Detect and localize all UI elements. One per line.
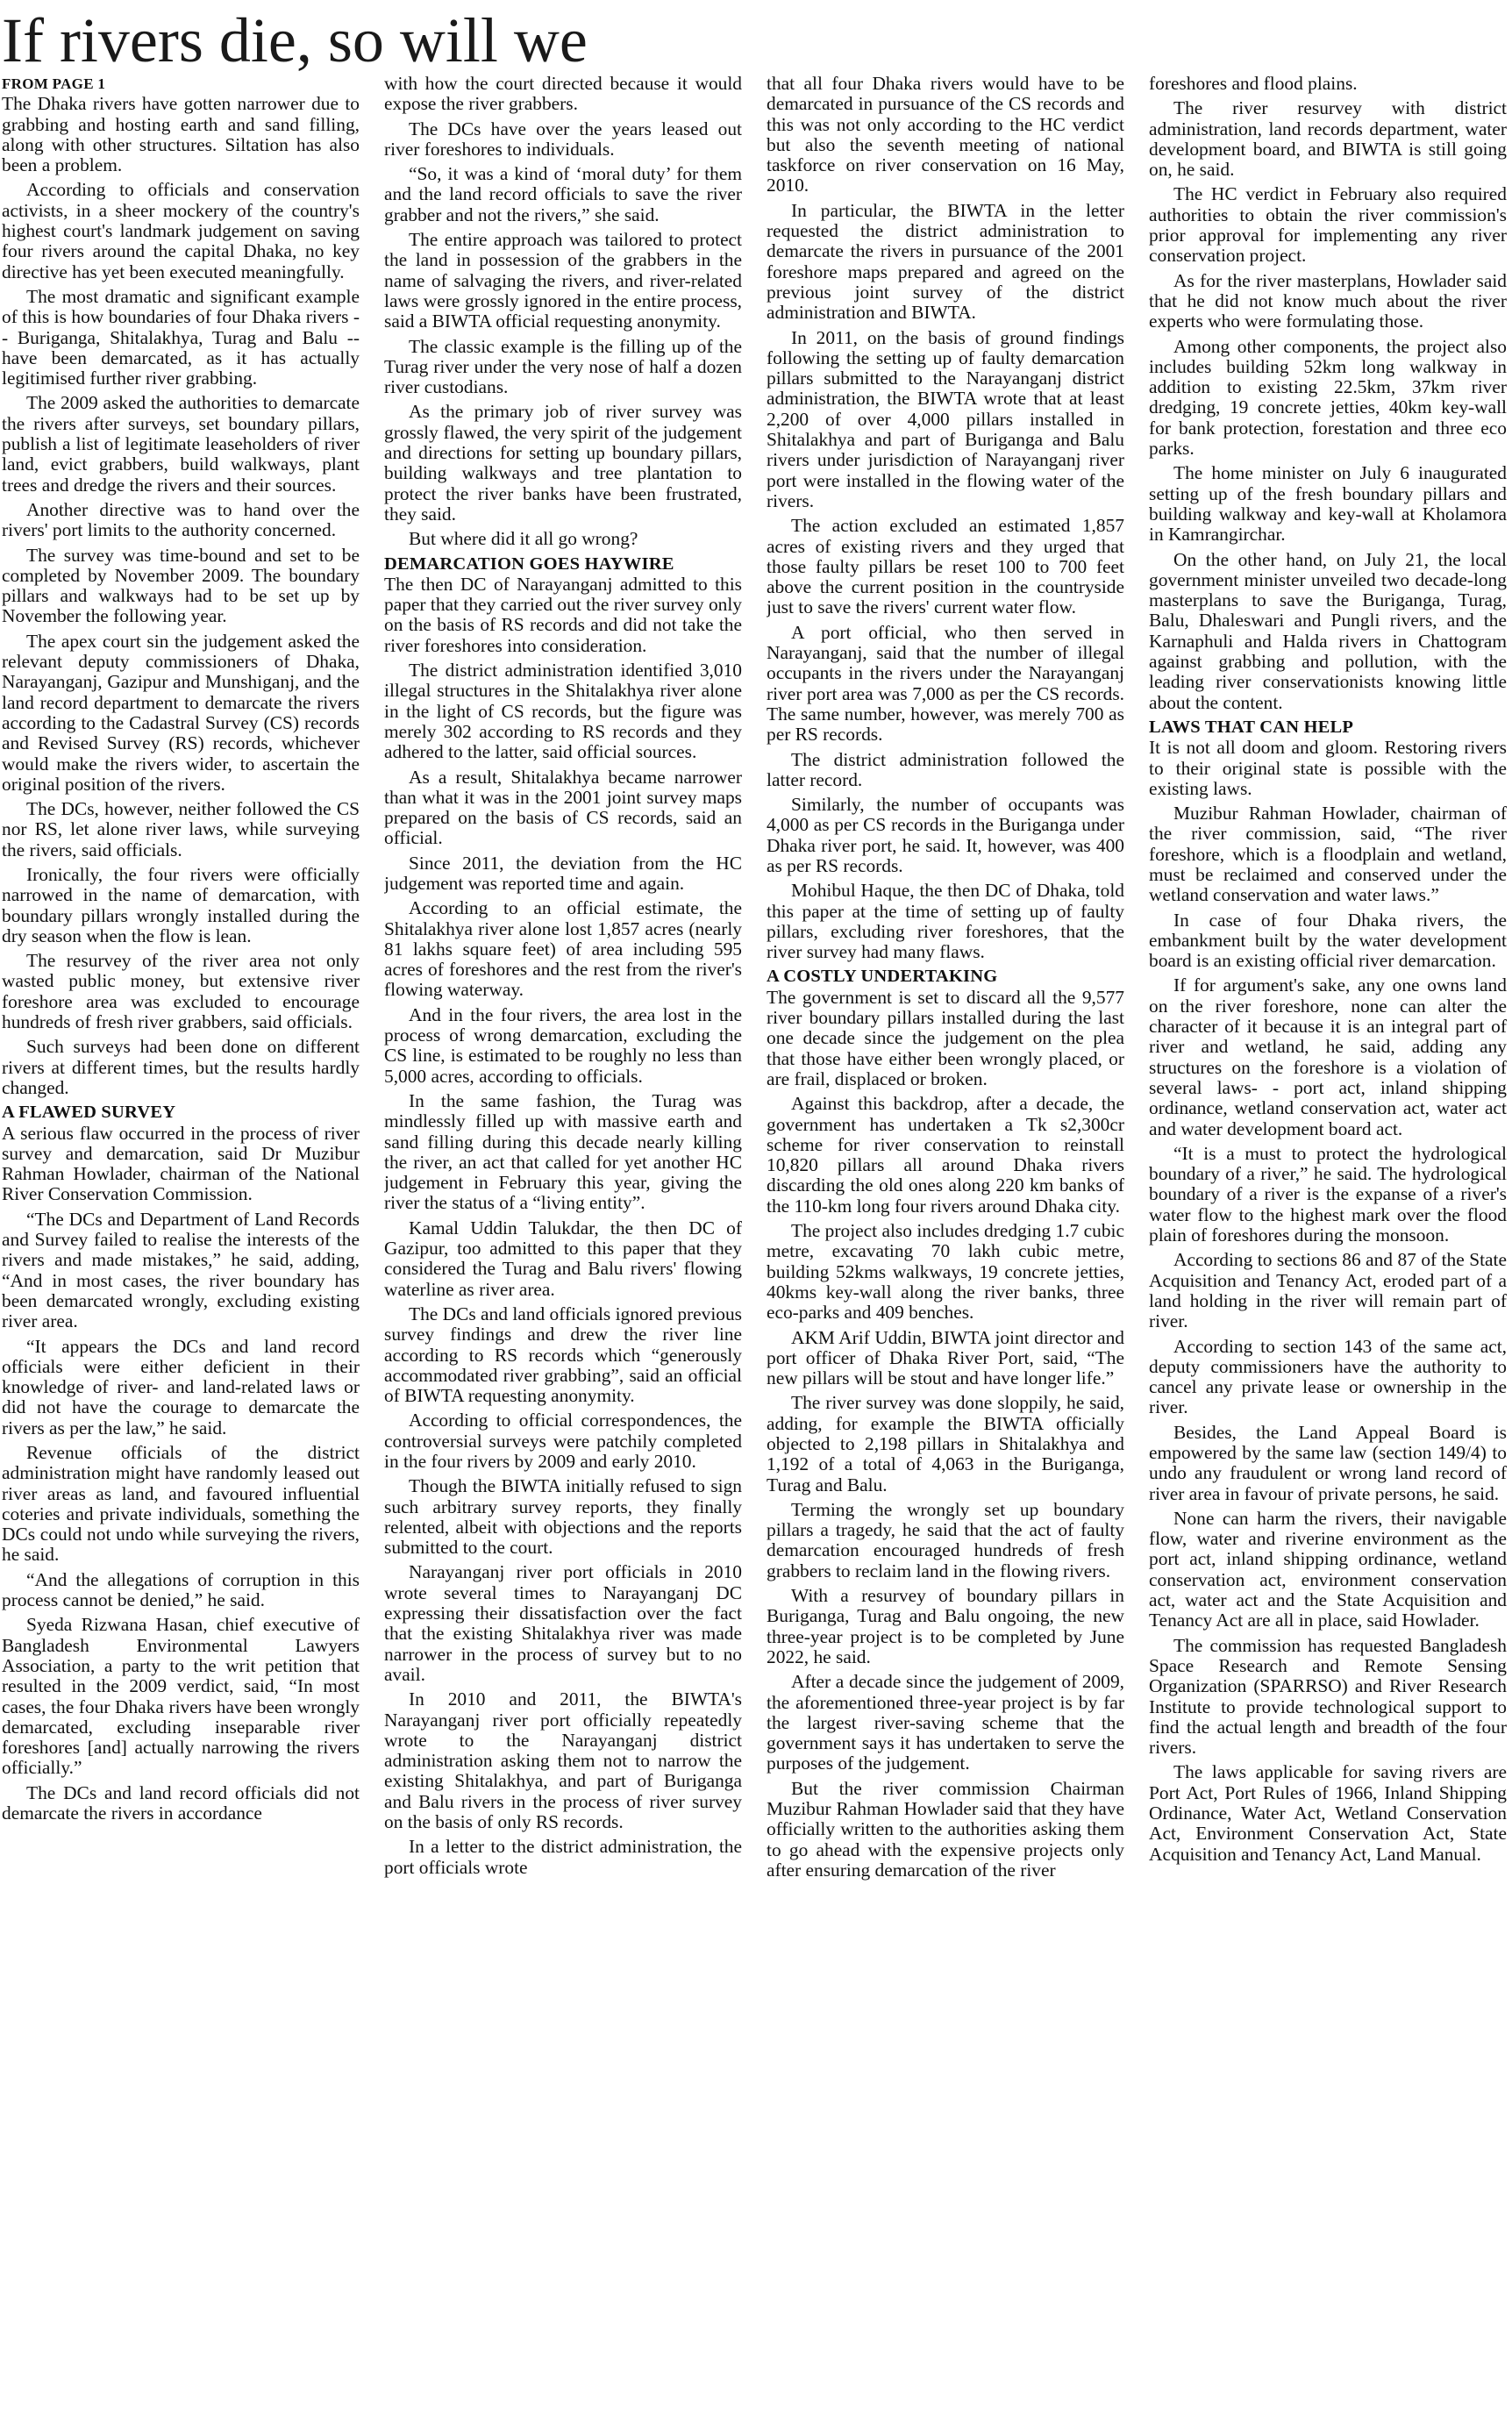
body-paragraph: The DCs and land officials ignored previous survey findings and drew the river line according to RS records which “generously accommodated river grabbing”, said an official of BIWTA requesting anonymity.: [384, 1303, 742, 1407]
body-paragraph: The district administration identified 3,010 illegal structures in the Shitalakhya river alone in the light of CS records, but the figure was merely 302 according to RS records and they adhered to the latter, said official sources.: [384, 660, 742, 763]
section-subhead: DEMARCATION GOES HAYWIRE: [384, 553, 674, 574]
body-paragraph: But where did it all go wrong?: [409, 528, 638, 550]
section-subhead: LAWS THAT CAN HELP: [1149, 717, 1354, 737]
body-paragraph: The apex court sin the judgement asked the relevant deputy commissioners of Dhaka, Narayanganj, Gazipur and Munshiganj, and the land record department to demarcate the rivers according to the Cadastral Survey (CS) records and Revised Survey (RS) records, whichever would make the rivers wider, to ascertain the original position of the rivers.: [2, 630, 360, 795]
section-subhead: A FLAWED SURVEY: [2, 1103, 176, 1123]
body-paragraph: Mohibul Haque, the then DC of Dhaka, told this paper at the time of setting up of faulty pillars, excluding river foreshores, that the river survey had many flaws.: [767, 880, 1124, 963]
body-paragraph: “And the allegations of corruption in this process cannot be denied,” he said.: [2, 1568, 360, 1611]
body-paragraph: The laws applicable for saving rivers are Port Act, Port Rules of 1966, Inland Shipping Ordinance, Water Act, Wetland Conservation Act, Environment Conservation Act, State Acquisition and Tenancy Act, Land Manual.: [1149, 1761, 1507, 1865]
body-paragraph: According to section 143 of the same act, deputy commissioners have the authority to cancel any private lease or ownership in the river.: [1149, 1335, 1507, 1418]
body-paragraph: With a resurvey of boundary pillars in Buriganga, Turag and Balu ongoing, the new three-year project is to be completed by June 2022, he said.: [767, 1585, 1124, 1667]
body-paragraph: “It is a must to protect the hydrological boundary of a river,” he said. The hydrological boundary of a river is the expanse of a river's water flow to the highest mark over the flood plain of foreshores during the monsoon.: [1149, 1142, 1507, 1246]
body-paragraph: The classic example is the filling up of the Turag river under the very nose of half a dozen river custodians.: [384, 335, 742, 398]
body-paragraph: If for argument's sake, any one owns land on the river foreshore, none can alter the character of it because it is an integral part of river and wetland, he said, adding any structures on the foreshore is a violation of several laws- - port act, inland shipping ordinance, wetland conservation act, water act and water development board act.: [1149, 974, 1507, 1139]
body-paragraph: The district administration followed the latter record.: [767, 748, 1124, 790]
body-paragraph: Such surveys had been done on different rivers at different times, but the results hardly changed.: [2, 1036, 360, 1098]
article-column-2: [384, 74, 742, 2424]
body-paragraph: In 2010 and 2011, the BIWTA's Narayanganj river port officially repeatedly wrote to the Narayanganj district administration asking them not to narrow the existing Shitalakhya, and part of Buriganga and Balu rivers in the process of river survey on the basis of only RS records.: [384, 1688, 742, 1833]
body-paragraph: “It appears the DCs and land record officials were either deficient in their knowledge of river- and land-related laws or did not have the courage to demarcate the rivers as per the law,” he said.: [2, 1335, 360, 1438]
body-paragraph: A port official, who then served in Narayanganj, said that the number of illegal occupants in the rivers under the Narayanganj river port area was 7,000 as per the CS records. The same number, however, was merely 700 as per RS records.: [767, 621, 1124, 746]
body-paragraph: In particular, the BIWTA in the letter requested the district administration to demarcate the rivers in pursuance of the 2001 foreshore maps prepared and agreed on the previous joint survey of the district administration and BIWTA.: [767, 199, 1124, 324]
body-paragraph: Ironically, the four rivers were officially narrowed in the name of demarcation, with boundary pillars wrongly installed during the dry season when the flow is lean.: [2, 863, 360, 946]
body-paragraph: In 2011, on the basis of ground findings following the setting up of faulty demarcation pillars submitted to the Narayanganj district administration, the BIWTA wrote that at least 2,200 of over 4,000 pillars installed in Shitalakhya and part of Buriganga and Balu rivers under jurisdiction of Narayanganj river port were installed in the flowing water of the rivers.: [767, 326, 1124, 511]
body-paragraph: The DCs and land record officials did not demarcate the rivers in accordance: [2, 1781, 360, 1824]
body-paragraph: As for the river masterplans, Howlader said that he did not know much about the river experts who were formulating those.: [1149, 269, 1507, 332]
body-paragraph: Since 2011, the deviation from the HC judgement was reported time and again.: [384, 852, 742, 894]
body-paragraph: Another directive was to hand over the rivers' port limits to the authority concerned.: [2, 498, 360, 541]
body-paragraph: Besides, the Land Appeal Board is empowered by the same law (section 149/4) to undo any fraudulent or wrong land record of river area in favour of private persons, he said.: [1149, 1421, 1507, 1504]
body-paragraph: that all four Dhaka rivers would have to be demarcated in pursuance of the CS records and this was not only according to the HC verdict but also the seventh meeting of national taskforce on river conservation on 16 May, 2010.: [767, 74, 1124, 196]
body-paragraph: The river survey was done sloppily, he said, adding, for example the BIWTA officially objected to 2,198 pillars in Shitalakhya and 1,192 of a total of 4,063 in the Buriganga, Turag and Balu.: [767, 1392, 1124, 1495]
body-paragraph: Kamal Uddin Talukdar, the then DC of Gazipur, too admitted to this paper that they considered the Turag and Balu rivers' flowing waterline as river area.: [384, 1217, 742, 1300]
body-paragraph: Revenue officials of the district administration might have randomly leased out river areas as land, and favoured influential coteries and private individuals, something the DCs could not undo while surveying the rivers, he said.: [2, 1442, 360, 1566]
body-paragraph: According to sections 86 and 87 of the State Acquisition and Tenancy Act, eroded part of a land holding in the river will remain part of river.: [1149, 1249, 1507, 1332]
body-paragraph: According to an official estimate, the Shitalakhya river alone lost 1,857 acres (nearly 81 lakhs square feet) of area including 595 acres of foreshores and the rest from the river's flowing waterway.: [384, 897, 742, 1001]
body-paragraph: According to officials and conservation activists, in a sheer mockery of the country's highest court's landmark judgement on saving four rivers around the capital Dhaka, no key directive has yet been executed meaningfully.: [2, 179, 360, 282]
body-paragraph: The Dhaka rivers have gotten narrower due to grabbing and hosting earth and sand filling, along with other structures. Siltation has also been a problem.: [2, 93, 360, 176]
body-paragraph: The commission has requested Bangladesh Space Research and Remote Sensing Organization (SPARRSO) and River Research Institute to provide technological support to find the actual length and breadth of the four rivers.: [1149, 1634, 1507, 1759]
body-paragraph: Narayanganj river port officials in 2010 wrote several times to Narayanganj DC expressing their dissatisfaction over the fact that the existing Shitalakhya river was made narrower in the process of survey but to no avail.: [384, 1561, 742, 1685]
article-column-3: [767, 74, 1124, 2424]
body-paragraph: It is not all doom and gloom. Restoring rivers to their original state is possible with the existing laws.: [1149, 737, 1507, 799]
body-paragraph: Though the BIWTA initially refused to sign such arbitrary survey reports, they finally relented, albeit with objections and the reports submitted to the court.: [384, 1475, 742, 1559]
body-paragraph: The HC verdict in February also required authorities to obtain the river commission's prior approval for implementing any river conservation project.: [1149, 183, 1507, 267]
body-paragraph: The government is set to discard all the 9,577 river boundary pillars installed during the last one decade since the judgement on the plea that those have either been wrongly placed, or are frail, displaced or broken.: [767, 986, 1124, 1089]
body-paragraph: “The DCs and Department of Land Records and Survey failed to realise the interests of the rivers and made mistakes,” he said, adding, “And in most cases, the river boundary has been demarcated wrongly, excluding existing river area.: [2, 1208, 360, 1332]
body-paragraph: The resurvey of the river area not only wasted public money, but extensive river foreshore area was excluded to encourage hundreds of fresh river grabbers, said officials.: [2, 950, 360, 1033]
body-paragraph: In the same fashion, the Turag was mindlessly filled up with massive earth and sand filling during this decade nearly killing the river, an act that called for yet another HC judgement in February this year, giving the river the status of a “living entity”.: [384, 1089, 742, 1214]
body-paragraph: According to official correspondences, the controversial surveys were patchily completed in the four rivers by 2009 and early 2010.: [384, 1410, 742, 1472]
article-column-4: [1149, 74, 1507, 2424]
body-paragraph: On the other hand, on July 21, the local government minister unveiled two decade-long masterplans to save the Buriganga, Turag, Balu, Dhaleswari and Pungli rivers, and the Karnaphuli and Halda rivers in Chattogram against grabbing and pollution, with the leading river conservationists knowing little about the content.: [1149, 548, 1507, 713]
article-column-1: [2, 74, 360, 2424]
body-paragraph: The DCs, however, neither followed the CS nor RS, let alone river laws, while surveying the rivers, said officials.: [2, 798, 360, 860]
body-paragraph: Terming the wrongly set up boundary pillars a tragedy, he said that the act of faulty demarcation encouraged hundreds of fresh grabbers to reclaim land in the flowing rivers.: [767, 1498, 1124, 1581]
body-paragraph: The survey was time-bound and set to be completed by November 2009. The boundary pillars and walkways had to be set up by November the following year.: [2, 544, 360, 627]
body-paragraph: And in the four rivers, the area lost in the process of wrong demarcation, excluding the CS line, is estimated to be roughly no less than 5,000 acres, according to officials.: [384, 1003, 742, 1087]
article-headline: If rivers die, so will we: [2, 5, 588, 75]
body-paragraph: The most dramatic and significant example of this is how boundaries of four Dhaka rivers -- Buriganga, Shitalakhya, Turag and Balu -- have been demarcated, as it has actually legitimised further river grabbing.: [2, 285, 360, 389]
body-paragraph: Similarly, the number of occupants was 4,000 as per CS records in the Buriganga under Dhaka river port, he said. It, however, was 400 as per RS records.: [767, 794, 1124, 876]
body-paragraph: foreshores and flood plains.: [1149, 74, 1358, 94]
body-paragraph: The entire approach was tailored to protect the land in possession of the grabbers in the name of salvaging the rivers, and river-related laws were grossly ignored in the entire process, said a BIWTA official requesting anonymity.: [384, 229, 742, 332]
body-paragraph: Syeda Rizwana Hasan, chief executive of Bangladesh Environmental Lawyers Association, a party to the writ petition that resulted in the 2009 verdict, said, “In most cases, the four Dhaka rivers have been wrongly demarcated, excluding inseparable river foreshores [and] actually narrowing the rivers officially.”: [2, 1614, 360, 1779]
body-paragraph: Against this backdrop, after a decade, the government has undertaken a Tk s2,300cr scheme for river conservation to reinstall 10,820 pillars all around Dhaka rivers discarding the old ones along 220 km banks of the 110-km long four rivers around Dhaka city.: [767, 1093, 1124, 1217]
body-paragraph: None can harm the rivers, their navigable flow, water and riverine environment as the port act, inland shipping ordinance, wetland conservation act, environment conservation act, water act and the State Acquisition and Tenancy Act are all in place, said Howlader.: [1149, 1507, 1507, 1631]
body-paragraph: As the primary job of river survey was grossly flawed, the very spirit of the judgement and directions for setting up boundary pillars, building walkways and tree plantation to protect the river banks have been frustrated, they said.: [384, 401, 742, 525]
body-paragraph: The river resurvey with district administration, land records department, water development board, and BIWTA is still going on, he said.: [1149, 97, 1507, 181]
body-paragraph: The project also includes dredging 1.7 cubic metre, excavating 70 lakh cubic metre, building 52kms walkways, 19 concrete jetties, 40kms key-wall along the river banks, three eco-parks and 409 benches.: [767, 1220, 1124, 1324]
body-paragraph: The action excluded an estimated 1,857 acres of existing rivers and they urged that those faulty pillars be reset 100 to 700 feet above the current position in the countryside just to save the rivers' current water flow.: [767, 515, 1124, 618]
body-paragraph: A serious flaw occurred in the process of river survey and demarcation, said Dr Muzibur Rahman Howlader, chairman of the National River Conservation Commission.: [2, 1122, 360, 1205]
body-paragraph: “So, it was a kind of ‘moral duty’ for them and the land record officials to save the river grabber and not the rivers,” she said.: [384, 163, 742, 225]
body-paragraph: AKM Arif Uddin, BIWTA joint director and port officer of Dhaka River Port, said, “The new pillars will be stout and have longer life.”: [767, 1326, 1124, 1389]
body-paragraph: The then DC of Narayanganj admitted to this paper that they carried out the river survey only on the basis of RS records and did not take the river foreshores into consideration.: [384, 573, 742, 656]
body-paragraph: In case of four Dhaka rivers, the embankment built by the water development board is an existing official river demarcation.: [1149, 909, 1507, 972]
section-subhead: A COSTLY UNDERTAKING: [767, 967, 998, 987]
body-paragraph: The 2009 asked the authorities to demarcate the rivers after surveys, set boundary pillars, publish a list of legitimate leaseholders of river land, evict grabbers, build walkways, plant trees and dredge the rivers and their sources.: [2, 392, 360, 496]
body-paragraph: After a decade since the judgement of 2009, the aforementioned three-year project is by far the largest river-saving scheme that the government says it has undertaken to serve the purposes of the judgement.: [767, 1671, 1124, 1774]
body-paragraph: In a letter to the district administration, the port officials wrote: [384, 1836, 742, 1878]
body-paragraph: with how the court directed because it would expose the river grabbers.: [384, 74, 742, 115]
body-paragraph: As a result, Shitalakhya became narrower than what it was in the 2001 joint survey maps prepared on the basis of CS records, said an official.: [384, 766, 742, 849]
body-paragraph: Among other components, the project also includes building 52km long walkway in addition to existing 22.5km, 37km river dredging, 19 concrete jetties, 40km key-wall for bank protection, forestation and three eco parks.: [1149, 335, 1507, 460]
body-paragraph: Muzibur Rahman Howlader, chairman of the river commission, said, “The river foreshore, which is a floodplain and wetland, must be reclaimed and conserved under the wetland conservation and water laws.”: [1149, 803, 1507, 906]
continued-from-label: FROM PAGE 1: [2, 75, 106, 92]
body-paragraph: The DCs have over the years leased out river foreshores to individuals.: [384, 118, 742, 160]
body-paragraph: But the river commission Chairman Muzibur Rahman Howlader said that they have officially written to the authorities asking them to go ahead with the expensive projects only after ensuring demarcation of the river: [767, 1777, 1124, 1881]
body-paragraph: The home minister on July 6 inaugurated setting up of the fresh boundary pillars and building walkway and key-wall at Kholamora in Kamrangirchar.: [1149, 462, 1507, 546]
